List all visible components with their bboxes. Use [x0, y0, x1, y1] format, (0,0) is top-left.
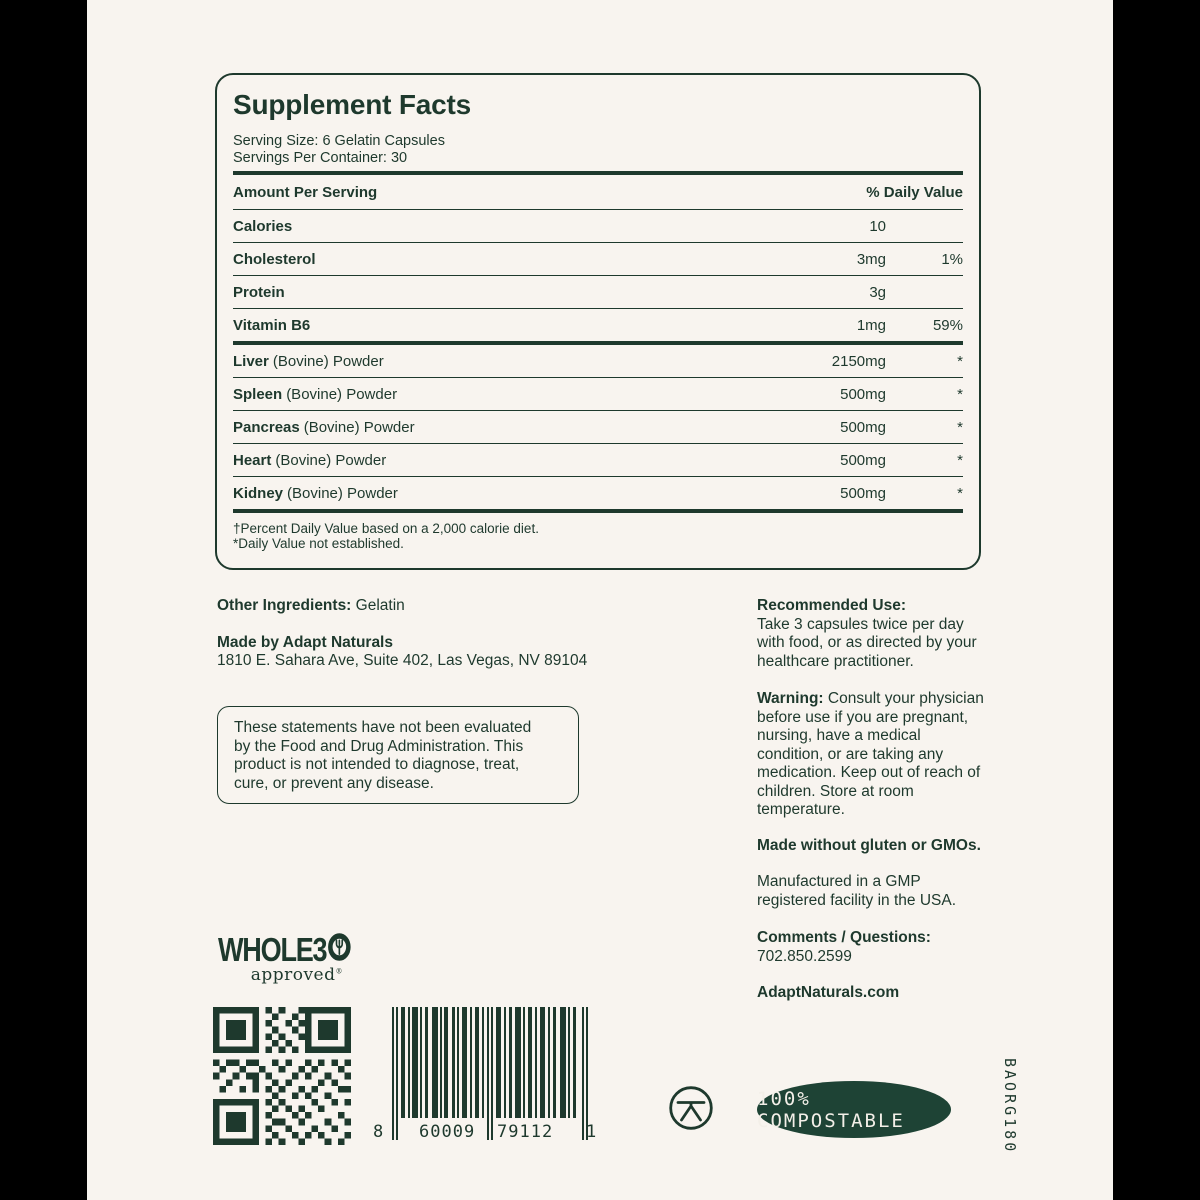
phone-number: 702.850.2599	[757, 947, 852, 965]
table-row	[233, 378, 963, 411]
gmp-note: Manufactured in a GMP registered facility in the USA.	[757, 873, 957, 909]
table-row	[233, 276, 963, 309]
whole30-wordmark: WHOLE3	[218, 931, 327, 968]
nutrient-desc: (Bovine) Powder	[272, 352, 384, 370]
nutrient-desc: (Bovine) Powder	[275, 451, 387, 469]
recommended-use-label: Recommended Use:	[757, 597, 907, 614]
fda-disclaimer-box	[217, 706, 579, 804]
gluten-gmo-note: Made without gluten or GMOs.	[757, 837, 981, 854]
nutrient-dv: 1%	[941, 250, 963, 268]
comments-label: Comments / Questions:	[757, 929, 931, 946]
nutrient-name: Vitamin B6	[233, 316, 311, 334]
manufacturer-address: 1810 E. Sahara Ave, Suite 402, Las Vegas, NV 89104	[217, 652, 588, 669]
supplement-facts-title: Supplement Facts	[233, 89, 471, 120]
nutrient-amount: 1mg	[856, 316, 886, 334]
table-header-row	[233, 175, 963, 210]
column-amount-per-serving: Amount Per Serving	[233, 183, 378, 201]
table-row	[233, 243, 963, 276]
nutrient-dv: *	[957, 451, 963, 469]
table-row	[233, 210, 963, 243]
nutrient-name: Spleen	[233, 385, 283, 403]
warning-label: Warning:	[757, 690, 828, 707]
supplement-facts-panel	[215, 73, 981, 570]
other-ingredients-label: Other Ingredients:	[217, 597, 352, 614]
recommended-use-text: Take 3 capsules twice per day with food, or as directed by your healthcare practitioner.	[757, 615, 977, 670]
footnote-daily-value: †Percent Daily Value based on a 2,000 calorie diet.	[233, 521, 539, 536]
registered-trademark: ®	[335, 967, 343, 976]
nutrient-name: Kidney	[233, 484, 284, 502]
footnote-not-established: *Daily Value not established.	[233, 536, 404, 551]
servings-per-container: Servings Per Container: 30	[233, 149, 408, 166]
table-row	[233, 477, 963, 513]
nutrient-amount: 500mg	[840, 484, 886, 502]
barcode-digit-right: 1	[586, 1122, 598, 1142]
barcode-group-2: 79112	[497, 1122, 554, 1142]
nutrient-name: Cholesterol	[233, 250, 316, 268]
label-code: BAORG180	[1001, 1058, 1019, 1155]
upc-barcode	[373, 1007, 599, 1142]
trestle-table-icon	[668, 1085, 714, 1136]
product-label	[87, 0, 1113, 1200]
other-ingredients-value: Gelatin	[351, 597, 405, 614]
made-by: Made by Adapt Naturals	[217, 634, 393, 651]
whole30-approved-text: approved®	[250, 965, 343, 985]
warning	[757, 690, 989, 820]
nutrient-name: Calories	[233, 217, 293, 235]
column-daily-value: % Daily Value	[866, 183, 963, 201]
table-row	[233, 345, 963, 378]
whole30-fork-o-icon	[327, 931, 352, 969]
nutrient-amount: 500mg	[840, 451, 886, 469]
nutrient-dv: *	[957, 352, 963, 370]
recommended-use	[757, 597, 989, 671]
nutrient-desc: (Bovine) Powder	[286, 385, 398, 403]
compostable-badge	[757, 1081, 951, 1138]
nutrient-name: Heart	[233, 451, 272, 469]
nutrient-dv: *	[957, 418, 963, 436]
nutrient-desc: (Bovine) Powder	[287, 484, 398, 502]
comments-questions	[757, 929, 989, 966]
qr-code	[213, 1007, 351, 1150]
serving-size: Serving Size: 6 Gelatin Capsules	[233, 133, 445, 149]
other-ingredients	[217, 597, 405, 616]
nutrient-dv: *	[957, 484, 963, 502]
website: AdaptNaturals.com	[757, 984, 900, 1001]
nutrient-name: Liver	[233, 352, 269, 370]
barcode-digit-left: 8	[373, 1122, 385, 1142]
nutrient-amount: 500mg	[840, 418, 886, 436]
barcode-group-1: 60009	[419, 1122, 476, 1142]
nutrient-dv: 59%	[932, 316, 963, 334]
table-row	[233, 309, 963, 345]
nutrient-name: Protein	[233, 283, 285, 301]
table-row	[233, 411, 963, 444]
nutrient-name: Pancreas	[233, 418, 300, 436]
nutrient-amount: 3mg	[856, 250, 886, 268]
fda-disclaimer-text: These statements have not been evaluated by the Food and Drug Administration. This product is not intended to diagnose, treat, cure, or prevent any disease.	[234, 719, 532, 792]
nutrient-amount: 2150mg	[831, 352, 886, 370]
nutrient-amount: 500mg	[840, 385, 886, 403]
nutrient-dv: *	[957, 385, 963, 403]
warning-text: Consult your physician before use if you are pregnant, nursing, have a medical condition, or are taking any medication. Keep out of reach of children. Store at room temperature.	[757, 690, 984, 818]
whole30-approved-logo	[218, 931, 358, 985]
nutrient-amount: 3g	[869, 283, 886, 301]
nutrient-desc: (Bovine) Powder	[303, 418, 415, 436]
table-row	[233, 444, 963, 477]
compostable-badge-text: 100% COMPOSTABLE	[757, 1087, 905, 1132]
nutrient-amount: 10	[869, 217, 886, 235]
